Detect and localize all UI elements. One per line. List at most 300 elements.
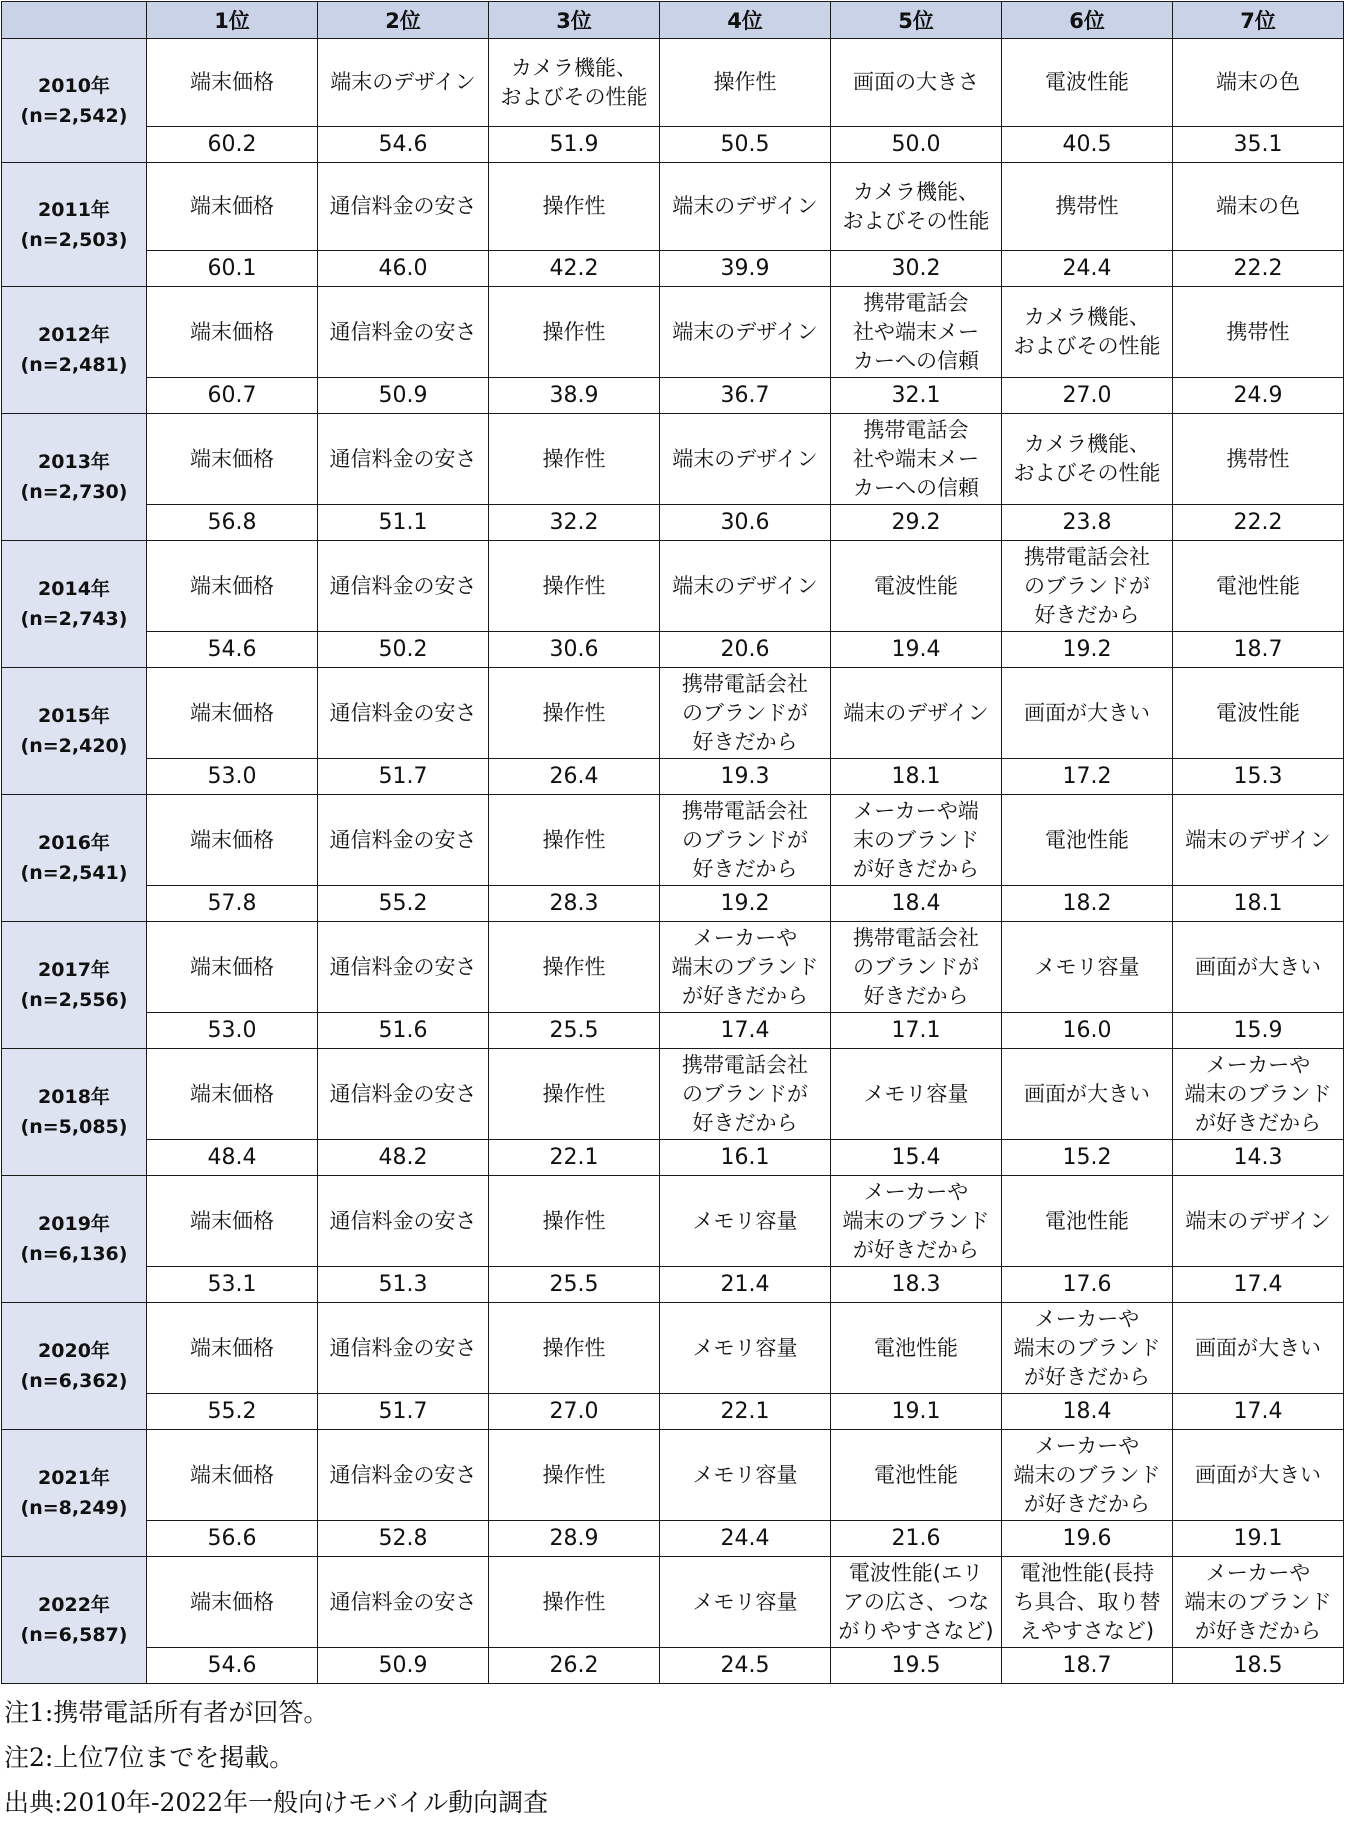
value-cell: 19.1 — [831, 1394, 1002, 1430]
value-cell: 17.1 — [831, 1013, 1002, 1049]
factor-label-cell — [831, 287, 1002, 378]
factor-label-cell — [318, 668, 489, 759]
factor-label-cell — [1002, 1557, 1173, 1648]
factor-label-cell — [660, 795, 831, 886]
factor-label-cell — [147, 668, 318, 759]
factor-label-line: えやすさなど) — [1019, 1618, 1155, 1643]
factor-label-line: 端末価格 — [190, 954, 274, 979]
factor-label-line: 操作性 — [542, 1208, 606, 1233]
label-row — [2, 1049, 1344, 1140]
factor-label-cell — [147, 922, 318, 1013]
value-cell: 40.5 — [1002, 127, 1173, 163]
factor-label-cell — [1002, 287, 1173, 378]
factor-label-line: アの広さ、つな — [842, 1589, 990, 1614]
value-cell: 42.2 — [489, 251, 660, 287]
value-cell: 26.2 — [489, 1648, 660, 1684]
factor-label-line: メーカーや — [1205, 1052, 1311, 1077]
label-row — [2, 668, 1344, 759]
value-cell: 56.8 — [147, 505, 318, 541]
factor-label-line: 携帯電話会社 — [682, 1052, 808, 1077]
value-cell: 19.3 — [660, 759, 831, 795]
factor-label-cell — [1173, 1303, 1344, 1394]
value-cell: 18.7 — [1173, 632, 1344, 668]
factor-label-cell — [1173, 414, 1344, 505]
value-cell: 35.1 — [1173, 127, 1344, 163]
factor-label-cell — [831, 39, 1002, 127]
factor-label-line: のブランドが — [1024, 573, 1150, 598]
year-cell — [2, 1176, 147, 1303]
factor-label-cell — [831, 1430, 1002, 1521]
factor-label-line: 携帯性 — [1226, 319, 1290, 344]
value-cell: 18.4 — [1002, 1394, 1173, 1430]
factor-label-line: メーカーや — [1205, 1560, 1311, 1585]
value-cell: 15.3 — [1173, 759, 1344, 795]
sample-size-label: (n=5,085) — [20, 1116, 128, 1138]
factor-label-cell — [489, 287, 660, 378]
value-row — [2, 1140, 1344, 1176]
rank-header-4: 4位 — [660, 2, 831, 39]
factor-label-cell — [147, 795, 318, 886]
factor-label-cell — [147, 1176, 318, 1267]
factor-label-line: 末のブランド — [853, 827, 979, 852]
factor-label-cell — [660, 39, 831, 127]
factor-label-cell — [147, 39, 318, 127]
value-cell: 22.2 — [1173, 251, 1344, 287]
factor-label-cell — [318, 541, 489, 632]
value-row — [2, 1521, 1344, 1557]
factor-label-line: 電池性能 — [1045, 1208, 1129, 1233]
factor-label-cell — [318, 1557, 489, 1648]
factor-label-cell — [489, 795, 660, 886]
value-cell: 53.0 — [147, 759, 318, 795]
rank-header-1: 1位 — [147, 2, 318, 39]
factor-label-cell — [660, 414, 831, 505]
value-cell: 51.1 — [318, 505, 489, 541]
value-cell: 32.2 — [489, 505, 660, 541]
value-cell: 17.2 — [1002, 759, 1173, 795]
factor-label-line: が好きだから — [1024, 1364, 1150, 1389]
year-label: 2022年 — [38, 1594, 110, 1616]
factor-label-cell — [1002, 795, 1173, 886]
year-label: 2011年 — [38, 198, 110, 221]
sample-size-label: (n=2,556) — [20, 989, 128, 1011]
factor-label-line: 端末の色 — [1216, 70, 1300, 94]
factor-label-line: のブランドが — [682, 827, 808, 852]
factor-label-cell — [489, 541, 660, 632]
footnote-2: 注2:上位7位までを掲載。 — [4, 1743, 295, 1772]
factor-label-line: カーへの信頼 — [853, 348, 979, 373]
label-row — [2, 1430, 1344, 1521]
value-cell: 15.4 — [831, 1140, 1002, 1176]
value-cell: 54.6 — [318, 127, 489, 163]
label-row — [2, 541, 1344, 632]
factor-label-cell — [1002, 163, 1173, 251]
year-cell — [2, 1049, 147, 1176]
factor-label-line: 電池性能 — [1216, 573, 1300, 598]
factor-label-line: 端末のブランド — [842, 1208, 990, 1233]
footnote-1: 注1:携帯電話所有者が回答。 — [4, 1698, 329, 1727]
factor-label-cell — [147, 1303, 318, 1394]
factor-label-line: 好きだから — [863, 983, 969, 1008]
sample-size-label: (n=2,743) — [20, 608, 128, 630]
factor-label-line: 端末のブランド — [1184, 1081, 1332, 1106]
factor-label-line: メモリ容量 — [692, 1208, 798, 1233]
factor-label-line: メモリ容量 — [692, 1589, 798, 1614]
factor-label-line: 通信料金の安さ — [329, 446, 477, 471]
factor-label-line: が好きだから — [1024, 1491, 1150, 1516]
corner-cell — [2, 2, 147, 39]
factor-label-line: カメラ機能、 — [1024, 432, 1150, 456]
factor-label-line: 通信料金の安さ — [329, 954, 477, 979]
factor-label-cell — [489, 1557, 660, 1648]
value-cell: 50.5 — [660, 127, 831, 163]
year-label: 2020年 — [38, 1340, 110, 1362]
factor-label-cell — [660, 163, 831, 251]
value-cell: 14.3 — [1173, 1140, 1344, 1176]
value-row — [2, 1648, 1344, 1684]
factor-label-line: 端末のブランド — [1184, 1589, 1332, 1614]
factor-label-cell — [147, 414, 318, 505]
factor-label-cell — [660, 1557, 831, 1648]
value-cell: 32.1 — [831, 378, 1002, 414]
value-cell: 15.9 — [1173, 1013, 1344, 1049]
value-cell: 18.2 — [1002, 886, 1173, 922]
factor-label-line: 操作性 — [713, 70, 777, 94]
factor-label-line: 通信料金の安さ — [329, 1208, 477, 1233]
factor-label-line: 端末のブランド — [1013, 1335, 1161, 1360]
value-cell: 19.1 — [1173, 1521, 1344, 1557]
year-label: 2017年 — [38, 959, 110, 981]
factor-label-line: 操作性 — [542, 446, 606, 471]
factor-label-cell — [318, 287, 489, 378]
value-cell: 18.3 — [831, 1267, 1002, 1303]
sample-size-label: (n=6,362) — [20, 1370, 128, 1392]
factor-label-cell — [318, 1049, 489, 1140]
factor-label-line: 端末価格 — [190, 827, 274, 852]
factor-label-cell — [831, 414, 1002, 505]
factor-label-line: 電池性能 — [874, 1335, 958, 1360]
factor-label-line: カメラ機能、 — [511, 55, 637, 80]
factor-label-line: 操作性 — [542, 1081, 606, 1106]
factor-label-line: 端末のブランド — [1013, 1462, 1161, 1487]
factor-label-cell — [660, 1430, 831, 1521]
label-row — [2, 1176, 1344, 1267]
value-cell: 60.2 — [147, 127, 318, 163]
value-cell: 60.7 — [147, 378, 318, 414]
factor-label-cell — [1173, 668, 1344, 759]
value-row — [2, 759, 1344, 795]
year-cell — [2, 163, 147, 287]
factor-label-line: 端末価格 — [190, 1081, 274, 1106]
factor-label-line: 電波性能 — [1045, 70, 1129, 94]
value-cell: 26.4 — [489, 759, 660, 795]
factor-label-line: 操作性 — [542, 827, 606, 852]
factor-label-cell — [831, 1049, 1002, 1140]
value-row — [2, 1267, 1344, 1303]
value-cell: 55.2 — [318, 886, 489, 922]
factor-label-line: 通信料金の安さ — [329, 1081, 477, 1106]
factor-label-line: 操作性 — [542, 954, 606, 979]
ranking-table-body — [2, 39, 1344, 1684]
factor-label-line: 社や端末メー — [853, 446, 979, 471]
factor-label-line: 端末のデザイン — [672, 573, 818, 598]
factor-label-line: 端末価格 — [190, 70, 274, 94]
sample-size-label: (n=2,503) — [20, 228, 128, 251]
factor-label-cell — [147, 1430, 318, 1521]
factor-label-line: がりやすさなど) — [838, 1618, 994, 1643]
value-cell: 51.7 — [318, 1394, 489, 1430]
value-cell: 18.1 — [1173, 886, 1344, 922]
rank-header-7: 7位 — [1173, 2, 1344, 39]
label-row — [2, 922, 1344, 1013]
factor-label-line: 端末価格 — [190, 1589, 274, 1614]
factor-label-cell — [831, 668, 1002, 759]
factor-label-line: 好きだから — [692, 1110, 798, 1135]
factor-label-cell — [318, 1303, 489, 1394]
header-row — [2, 2, 1344, 39]
factor-label-cell — [1002, 1176, 1173, 1267]
value-cell: 24.4 — [660, 1521, 831, 1557]
factor-label-line: 携帯電話会社 — [853, 925, 979, 950]
value-cell: 53.0 — [147, 1013, 318, 1049]
factor-label-line: メーカーや — [863, 1179, 969, 1204]
value-cell: 18.4 — [831, 886, 1002, 922]
factor-label-line: 端末のデザイン — [843, 700, 989, 725]
sample-size-label: (n=2,542) — [20, 104, 128, 127]
factor-label-line: メモリ容量 — [1034, 954, 1140, 979]
factor-label-line: 携帯電話会社 — [682, 798, 808, 823]
factor-label-line: メモリ容量 — [863, 1081, 969, 1106]
factor-label-cell — [147, 287, 318, 378]
factor-label-line: が好きだから — [682, 983, 808, 1008]
year-cell — [2, 1557, 147, 1684]
value-cell: 52.8 — [318, 1521, 489, 1557]
factor-label-cell — [489, 414, 660, 505]
factor-label-line: 端末のデザイン — [672, 194, 818, 218]
value-cell: 48.4 — [147, 1140, 318, 1176]
value-cell: 56.6 — [147, 1521, 318, 1557]
factor-label-line: 携帯電話会 — [863, 417, 969, 442]
factor-label-line: 操作性 — [542, 1335, 606, 1360]
factor-label-cell — [831, 795, 1002, 886]
factor-label-line: 電池性能(長持 — [1019, 1560, 1155, 1585]
factor-label-cell — [1173, 795, 1344, 886]
value-cell: 54.6 — [147, 632, 318, 668]
factor-label-line: 端末価格 — [190, 573, 274, 598]
year-label: 2012年 — [38, 324, 110, 346]
sample-size-label: (n=6,136) — [20, 1243, 128, 1265]
factor-label-line: 端末のデザイン — [672, 319, 818, 344]
factor-label-line: 好きだから — [1034, 602, 1140, 627]
factor-label-cell — [489, 1049, 660, 1140]
factor-label-cell — [1173, 1557, 1344, 1648]
value-cell: 57.8 — [147, 886, 318, 922]
value-cell: 30.6 — [660, 505, 831, 541]
factor-label-cell — [318, 414, 489, 505]
value-cell: 22.1 — [660, 1394, 831, 1430]
factor-label-cell — [1002, 541, 1173, 632]
factor-label-cell — [1002, 414, 1173, 505]
factor-label-line: 操作性 — [542, 1589, 606, 1614]
factor-label-line: 端末の色 — [1216, 194, 1300, 218]
value-cell: 22.2 — [1173, 505, 1344, 541]
factor-label-line: メーカーや端 — [853, 798, 979, 823]
factor-label-cell — [660, 1303, 831, 1394]
factor-label-line: 操作性 — [542, 573, 606, 598]
value-cell: 50.9 — [318, 378, 489, 414]
ranking-table-container — [1, 1, 1344, 1684]
rank-header-5: 5位 — [831, 2, 1002, 39]
factor-label-cell — [1002, 1430, 1173, 1521]
value-cell: 50.0 — [831, 127, 1002, 163]
value-cell: 28.3 — [489, 886, 660, 922]
factor-label-cell — [147, 163, 318, 251]
factor-label-line: 端末価格 — [190, 1335, 274, 1360]
factor-label-line: 操作性 — [542, 319, 606, 344]
value-cell: 30.2 — [831, 251, 1002, 287]
value-cell: 60.1 — [147, 251, 318, 287]
factor-label-line: カメラ機能、 — [1024, 305, 1150, 329]
factor-label-cell — [831, 541, 1002, 632]
factor-label-cell — [318, 1430, 489, 1521]
factor-label-line: 端末のデザイン — [1185, 827, 1331, 852]
factor-label-line: カメラ機能、 — [853, 179, 979, 204]
sample-size-label: (n=2,541) — [20, 862, 128, 884]
factor-label-line: 画面が大きい — [1024, 1081, 1150, 1106]
value-cell: 23.8 — [1002, 505, 1173, 541]
factor-label-cell — [147, 1557, 318, 1648]
year-cell — [2, 541, 147, 668]
sample-size-label: (n=2,730) — [20, 481, 128, 503]
value-cell: 19.4 — [831, 632, 1002, 668]
factor-label-line: 操作性 — [542, 700, 606, 725]
year-label: 2010年 — [38, 74, 110, 97]
factor-label-line: 通信料金の安さ — [329, 700, 477, 725]
sample-size-label: (n=8,249) — [20, 1497, 128, 1519]
factor-label-line: 通信料金の安さ — [329, 1589, 477, 1614]
label-row — [2, 163, 1344, 251]
value-row — [2, 1013, 1344, 1049]
year-label: 2019年 — [38, 1213, 110, 1235]
value-cell: 20.6 — [660, 632, 831, 668]
value-cell: 51.9 — [489, 127, 660, 163]
factor-label-cell — [660, 668, 831, 759]
year-cell — [2, 39, 147, 163]
factor-label-line: 通信料金の安さ — [329, 1462, 477, 1487]
factor-label-line: が好きだから — [853, 856, 979, 881]
value-row — [2, 632, 1344, 668]
value-cell: 51.3 — [318, 1267, 489, 1303]
value-cell: 25.5 — [489, 1267, 660, 1303]
factor-label-cell — [318, 922, 489, 1013]
year-cell — [2, 922, 147, 1049]
factor-label-line: 携帯電話会 — [863, 290, 969, 315]
value-cell: 17.6 — [1002, 1267, 1173, 1303]
factor-label-cell — [660, 1049, 831, 1140]
factor-label-line: およびその性能 — [500, 84, 648, 109]
factor-label-line: メーカーや — [1034, 1306, 1140, 1331]
factor-label-cell — [831, 1176, 1002, 1267]
factor-label-line: メモリ容量 — [692, 1462, 798, 1487]
factor-label-line: 端末価格 — [190, 700, 274, 725]
factor-label-line: 社や端末メー — [853, 319, 979, 344]
year-cell — [2, 414, 147, 541]
factor-label-cell — [147, 541, 318, 632]
factor-label-line: 画面が大きい — [1195, 1335, 1321, 1360]
value-cell: 30.6 — [489, 632, 660, 668]
value-cell: 19.2 — [1002, 632, 1173, 668]
value-cell: 17.4 — [660, 1013, 831, 1049]
factor-label-line: 端末価格 — [190, 1208, 274, 1233]
value-cell: 48.2 — [318, 1140, 489, 1176]
label-row — [2, 1557, 1344, 1648]
value-cell: 16.0 — [1002, 1013, 1173, 1049]
factor-label-line: 携帯性 — [1055, 194, 1119, 218]
factor-label-line: 携帯電話会社 — [1024, 544, 1150, 569]
factor-label-cell — [1173, 163, 1344, 251]
year-label: 2016年 — [38, 832, 110, 854]
value-cell: 21.4 — [660, 1267, 831, 1303]
ranking-table — [1, 1, 1344, 1684]
factor-label-cell — [318, 1176, 489, 1267]
factor-label-cell — [1002, 39, 1173, 127]
factor-label-cell — [831, 163, 1002, 251]
value-cell: 24.9 — [1173, 378, 1344, 414]
value-cell: 18.1 — [831, 759, 1002, 795]
sample-size-label: (n=2,420) — [20, 735, 128, 757]
factor-label-line: 通信料金の安さ — [329, 827, 477, 852]
value-cell: 38.9 — [489, 378, 660, 414]
value-cell: 22.1 — [489, 1140, 660, 1176]
factor-label-line: 通信料金の安さ — [329, 319, 477, 344]
factor-label-line: 好きだから — [692, 856, 798, 881]
factor-label-cell — [1173, 1049, 1344, 1140]
factor-label-line: 端末のブランド — [671, 954, 819, 979]
value-cell: 19.5 — [831, 1648, 1002, 1684]
factor-label-line: 端末のデザイン — [1185, 1208, 1331, 1233]
factor-label-cell — [660, 287, 831, 378]
source-note: 出典:2010年-2022年一般向けモバイル動向調査 — [4, 1788, 549, 1817]
factor-label-line: 通信料金の安さ — [329, 194, 477, 218]
factor-label-cell — [831, 1557, 1002, 1648]
factor-label-line: およびその性能 — [1013, 334, 1161, 358]
value-cell: 19.6 — [1002, 1521, 1173, 1557]
year-cell — [2, 287, 147, 414]
value-row — [2, 1394, 1344, 1430]
value-row — [2, 251, 1344, 287]
rank-header-2: 2位 — [318, 2, 489, 39]
value-cell: 50.9 — [318, 1648, 489, 1684]
value-cell: 24.4 — [1002, 251, 1173, 287]
year-cell — [2, 1303, 147, 1430]
year-label: 2018年 — [38, 1086, 110, 1108]
factor-label-cell — [147, 1049, 318, 1140]
factor-label-line: 端末のデザイン — [330, 70, 476, 94]
value-cell: 39.9 — [660, 251, 831, 287]
factor-label-cell — [1002, 922, 1173, 1013]
factor-label-line: 端末のデザイン — [672, 446, 818, 471]
value-cell: 50.2 — [318, 632, 489, 668]
value-cell: 29.2 — [831, 505, 1002, 541]
factor-label-line: 操作性 — [542, 194, 606, 218]
factor-label-line: メーカーや — [692, 925, 798, 950]
factor-label-line: およびその性能 — [842, 208, 990, 233]
value-cell: 19.2 — [660, 886, 831, 922]
factor-label-line: 端末価格 — [190, 319, 274, 344]
factor-label-cell — [1002, 668, 1173, 759]
factor-label-line: カーへの信頼 — [853, 475, 979, 500]
factor-label-cell — [489, 1303, 660, 1394]
